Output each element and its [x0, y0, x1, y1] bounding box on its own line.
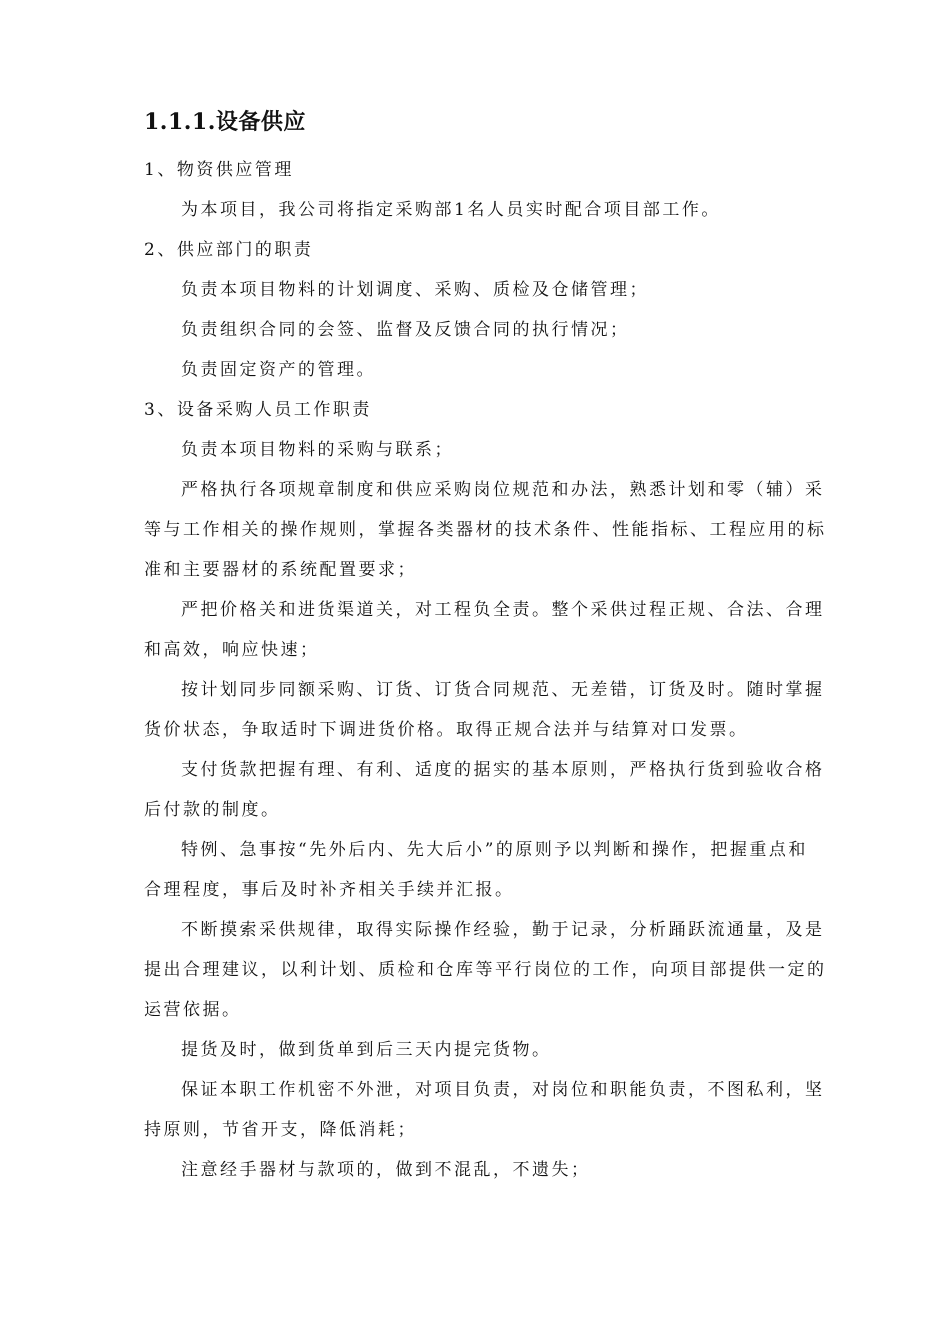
- paragraph-line: 负责本项目物料的采购与联系；: [181, 440, 454, 460]
- paragraph-line: 等与工作相关的操作规则，掌握各类器材的技术条件、性能指标、工程应用的标: [144, 520, 827, 540]
- paragraph-line: 负责组织合同的会签、监督及反馈合同的执行情况；: [181, 320, 630, 340]
- paragraph-line: 按计划同步同额采购、订货、订货合同规范、无差错，订货及时。随时掌握: [181, 680, 825, 700]
- paragraph-line: 为本项目，我公司将指定采购部1名人员实时配合项目部工作。: [181, 200, 721, 220]
- paragraph-line: 提出合理建议，以利计划、质检和仓库等平行岗位的工作，向项目部提供一定的: [144, 960, 827, 980]
- paragraph-line: 和高效，响应快速；: [144, 640, 320, 660]
- paragraph-line: 严把价格关和进货渠道关，对工程负全责。整个采供过程正规、合法、合理: [181, 600, 825, 620]
- paragraph-line: 不断摸索采供规律，取得实际操作经验，勤于记录，分析踊跃流通量，及是: [181, 920, 825, 940]
- paragraph-line: 货价状态，争取适时下调进货价格。取得正规合法并与结算对口发票。: [144, 720, 749, 740]
- list-heading: 2、供应部门的职责: [144, 240, 314, 260]
- paragraph-line: 负责固定资产的管理。: [181, 360, 376, 380]
- paragraph-line: 保证本职工作机密不外泄，对项目负责，对岗位和职能负责，不图私利，坚: [181, 1080, 825, 1100]
- section-heading: 1.1.1.设备供应: [144, 109, 306, 135]
- paragraph-line: 严格执行各项规章制度和供应采购岗位规范和办法，熟悉计划和零（辅）采: [181, 480, 825, 500]
- paragraph-line: 运营依据。: [144, 1000, 242, 1020]
- paragraph-line: 提货及时，做到货单到后三天内提完货物。: [181, 1040, 552, 1060]
- paragraph-line: 合理程度，事后及时补齐相关手续并汇报。: [144, 880, 515, 900]
- paragraph-line: 准和主要器材的系统配置要求；: [144, 560, 417, 580]
- list-heading: 1、物资供应管理: [144, 160, 294, 180]
- paragraph-line: 特例、急事按“先外后内、先大后小”的原则予以判断和操作，把握重点和: [181, 840, 808, 860]
- paragraph-line: 注意经手器材与款项的，做到不混乱，不遗失；: [181, 1160, 591, 1180]
- paragraph-line: 持原则，节省开支，降低消耗；: [144, 1120, 417, 1140]
- paragraph-line: 支付货款把握有理、有利、适度的据实的基本原则，严格执行货到验收合格: [181, 760, 825, 780]
- paragraph-line: 后付款的制度。: [144, 800, 281, 820]
- list-heading: 3、设备采购人员工作职责: [144, 400, 372, 420]
- paragraph-line: 负责本项目物料的计划调度、采购、质检及仓储管理；: [181, 280, 649, 300]
